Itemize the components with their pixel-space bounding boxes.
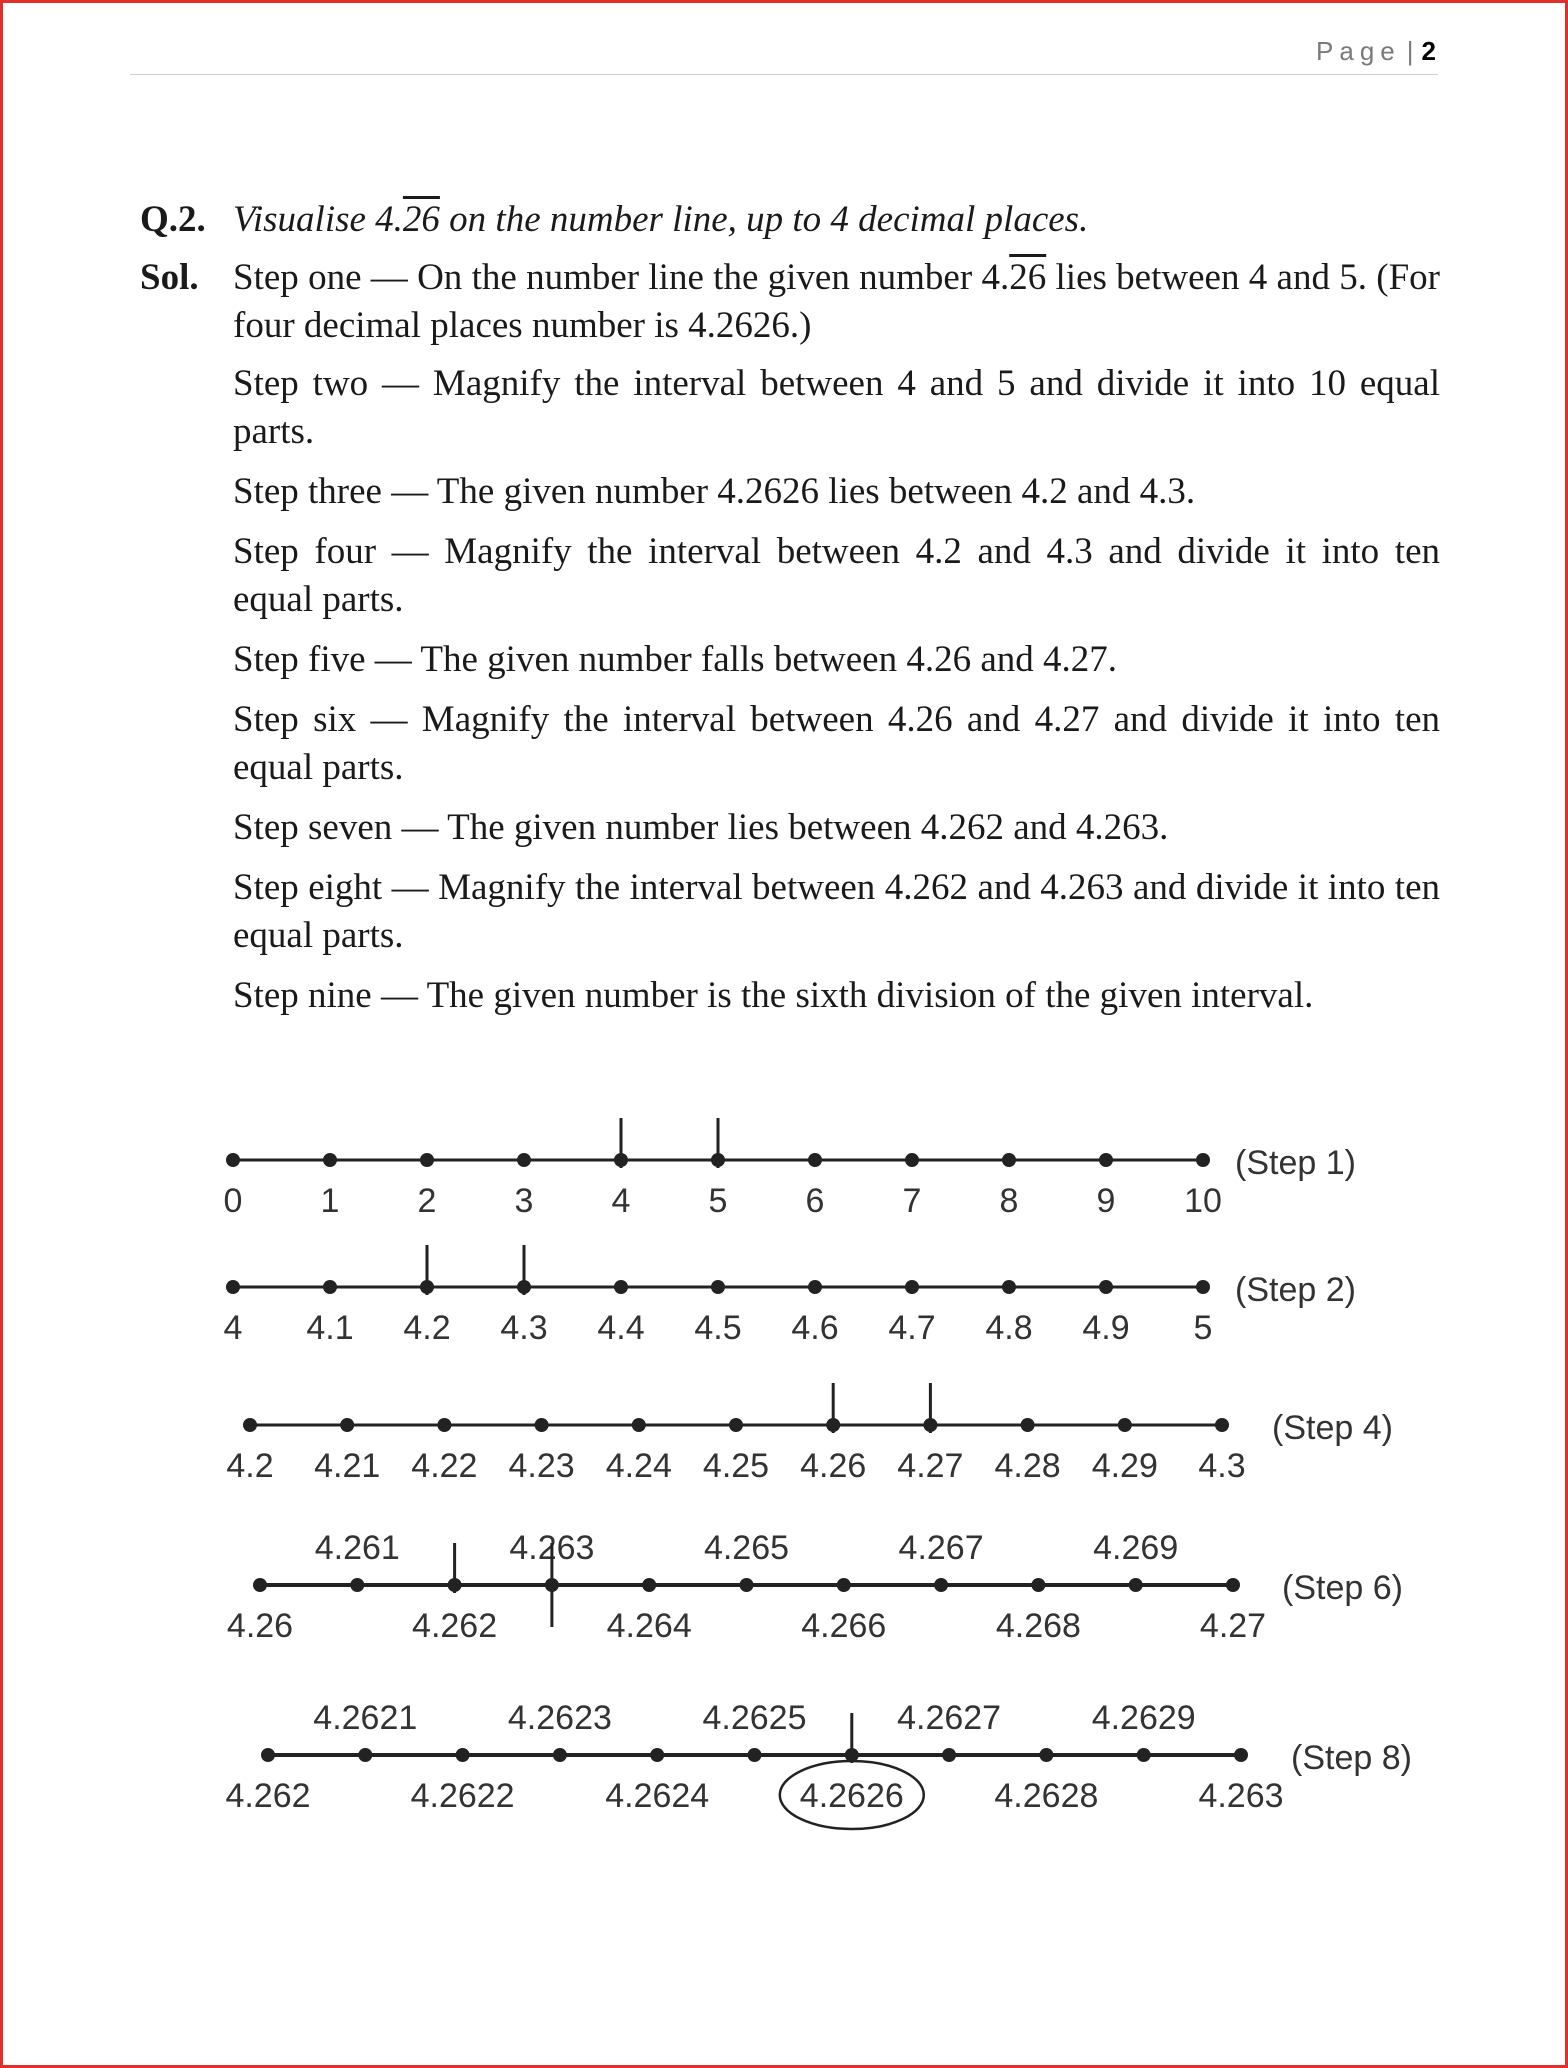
tick-point <box>740 1578 754 1592</box>
tick-point <box>243 1418 257 1432</box>
tick-label: 4.263 <box>1198 1777 1284 1815</box>
question-text-before: Visualise 4. <box>233 199 403 240</box>
tick-label: 4.6 <box>791 1309 839 1347</box>
tick-label: 4.26 <box>800 1447 867 1485</box>
tick-point <box>837 1578 851 1592</box>
step-label: (Step 6) <box>1282 1569 1403 1607</box>
tick-label: 8 <box>999 1182 1019 1220</box>
tick-point <box>420 1153 434 1167</box>
document-body <box>140 196 1440 1032</box>
tick-label: 4.29 <box>1091 1447 1158 1485</box>
step-six: Step six — Magnify the interval between 4.26 and 4.27 and divide it into ten equal parts. <box>233 699 1440 788</box>
tick-point <box>642 1578 656 1592</box>
tick-label: 4.2 <box>226 1447 274 1485</box>
tick-label: 4 <box>223 1309 243 1347</box>
tick-point <box>1129 1578 1143 1592</box>
tick-label: 4.2623 <box>507 1699 612 1737</box>
tick-label: 4.7 <box>888 1309 936 1347</box>
question-label: Q.2. <box>140 199 206 240</box>
tick-label: 4.9 <box>1082 1309 1130 1347</box>
step-label: (Step 2) <box>1235 1271 1356 1309</box>
number-line-diagram <box>0 1090 1568 1850</box>
tick-label: 7 <box>902 1182 922 1220</box>
tick-point <box>1196 1280 1210 1294</box>
tick-point <box>942 1748 956 1762</box>
tick-point <box>358 1748 372 1762</box>
tick-point <box>323 1153 337 1167</box>
tick-point <box>934 1578 948 1592</box>
solution <box>140 254 1440 1032</box>
question-text-after: on the number line, up to 4 decimal places. <box>439 199 1089 240</box>
tick-label: 4.267 <box>898 1529 984 1567</box>
solution-label: Sol. <box>140 257 199 298</box>
tick-label: 4.2626 <box>799 1777 904 1815</box>
tick-point <box>1196 1153 1210 1167</box>
tick-label: 4.2625 <box>702 1699 807 1737</box>
tick-point <box>253 1578 267 1592</box>
tick-label: 4.5 <box>694 1309 742 1347</box>
tick-point <box>905 1280 919 1294</box>
tick-label: 2 <box>417 1182 437 1220</box>
solution-steps <box>233 254 1440 1032</box>
tick-point <box>808 1280 822 1294</box>
step-two: Step two — Magnify the interval between 4 and 5 and divide it into 10 equal parts. <box>233 363 1440 452</box>
tick-point <box>729 1418 743 1432</box>
question-text <box>233 196 1088 244</box>
tick-label: 4.25 <box>702 1447 770 1485</box>
tick-label: 4.262 <box>412 1607 498 1645</box>
tick-label: 4.263 <box>509 1529 595 1567</box>
tick-label: 4.23 <box>508 1447 575 1485</box>
step-four: Step four — Magnify the interval between 4.2 and 4.3 and divide it into ten equal parts. <box>233 531 1440 620</box>
tick-point <box>1099 1153 1113 1167</box>
tick-point <box>748 1748 762 1762</box>
tick-label: 4.269 <box>1093 1529 1179 1567</box>
tick-point <box>1226 1578 1240 1592</box>
tick-point <box>553 1748 567 1762</box>
tick-point <box>226 1153 240 1167</box>
tick-point <box>1021 1418 1035 1432</box>
tick-point <box>340 1418 354 1432</box>
tick-label: 4.2624 <box>605 1777 710 1815</box>
tick-label: 9 <box>1096 1182 1116 1220</box>
number-line-5 <box>225 1699 1412 1829</box>
tick-label: 4.2 <box>403 1309 451 1347</box>
question-recurring-digits: 26 <box>402 199 440 240</box>
step-label: (Step 1) <box>1235 1144 1356 1182</box>
tick-label: 4.4 <box>597 1309 645 1347</box>
tick-point <box>1039 1748 1053 1762</box>
header-rule <box>130 74 1438 75</box>
page-number: 2 <box>1421 36 1436 66</box>
tick-point <box>1099 1280 1113 1294</box>
question <box>140 196 1440 244</box>
tick-label: 10 <box>1184 1182 1222 1220</box>
tick-label: 4.8 <box>985 1309 1033 1347</box>
page-header <box>1316 36 1436 67</box>
tick-point <box>905 1153 919 1167</box>
tick-point <box>517 1153 531 1167</box>
tick-label: 4 <box>611 1182 631 1220</box>
tick-label: 4.268 <box>995 1607 1081 1645</box>
tick-point <box>1031 1578 1045 1592</box>
tick-point <box>711 1280 725 1294</box>
tick-label: 4.28 <box>994 1447 1061 1485</box>
tick-point <box>226 1280 240 1294</box>
tick-point <box>350 1578 364 1592</box>
tick-label: 4.2622 <box>410 1777 515 1815</box>
tick-label: 4.3 <box>1198 1447 1246 1485</box>
step-label: (Step 4) <box>1272 1409 1393 1447</box>
tick-label: 4.1 <box>306 1309 354 1347</box>
tick-label: 4.264 <box>606 1607 692 1645</box>
tick-label: 4.27 <box>1199 1607 1267 1645</box>
number-line-2 <box>224 1245 1356 1347</box>
tick-label: 4.265 <box>703 1529 790 1567</box>
tick-label: 4.27 <box>897 1447 964 1485</box>
tick-label: 4.261 <box>314 1529 400 1567</box>
tick-label: 4.26 <box>226 1607 294 1645</box>
tick-point <box>650 1748 664 1762</box>
tick-point <box>1215 1418 1229 1432</box>
step-label: (Step 8) <box>1291 1739 1412 1777</box>
tick-point <box>437 1418 451 1432</box>
tick-point <box>808 1153 822 1167</box>
number-line-4 <box>227 1529 1403 1645</box>
number-line-svg <box>0 1090 1568 1850</box>
tick-label: 4.22 <box>411 1447 478 1485</box>
page-word: Page <box>1316 36 1401 66</box>
tick-label: 5 <box>1193 1309 1213 1347</box>
tick-point <box>1118 1418 1132 1432</box>
page-separator: | <box>1406 36 1414 66</box>
tick-point <box>1002 1153 1016 1167</box>
number-line-3 <box>226 1383 1393 1485</box>
step-seven: Step seven — The given number lies between 4.262 and 4.263. <box>233 807 1169 848</box>
tick-point <box>323 1280 337 1294</box>
tick-label: 4.21 <box>314 1447 381 1485</box>
step-one-recurring-digits: 26 <box>1009 257 1047 298</box>
tick-point <box>456 1748 470 1762</box>
step-nine: Step nine — The given number is the sixth division of the given interval. <box>233 975 1314 1016</box>
tick-label: 4.266 <box>801 1607 887 1645</box>
tick-label: 4.2628 <box>994 1777 1099 1815</box>
tick-point <box>1137 1748 1151 1762</box>
tick-label: 4.262 <box>225 1777 311 1815</box>
number-line-1 <box>224 1118 1356 1220</box>
tick-point <box>632 1418 646 1432</box>
tick-point <box>1234 1748 1248 1762</box>
tick-label: 4.3 <box>500 1309 548 1347</box>
tick-label: 1 <box>320 1182 340 1220</box>
tick-label: 6 <box>805 1182 825 1220</box>
tick-label: 4.2621 <box>313 1699 418 1737</box>
step-eight: Step eight — Magnify the interval between 4.262 and 4.263 and divide it into ten equal parts. <box>233 867 1440 956</box>
tick-label: 4.24 <box>605 1447 672 1485</box>
tick-point <box>535 1418 549 1432</box>
tick-point <box>614 1280 628 1294</box>
tick-label: 4.2629 <box>1091 1699 1196 1737</box>
tick-label: 4.2627 <box>897 1699 1002 1737</box>
tick-point <box>1002 1280 1016 1294</box>
tick-label: 5 <box>708 1182 728 1220</box>
step-one-before: Step one — On the number line the given number 4. <box>233 257 1010 298</box>
tick-label: 0 <box>223 1182 243 1220</box>
step-one <box>233 254 1440 350</box>
tick-point <box>261 1748 275 1762</box>
step-three: Step three — The given number 4.2626 lies between 4.2 and 4.3. <box>233 471 1196 512</box>
tick-label: 3 <box>514 1182 534 1220</box>
step-one-after: lies between 4 and 5. (For four decimal places number is 4.2626.) <box>233 257 1440 346</box>
step-five: Step five — The given number falls between 4.26 and 4.27. <box>233 639 1118 680</box>
